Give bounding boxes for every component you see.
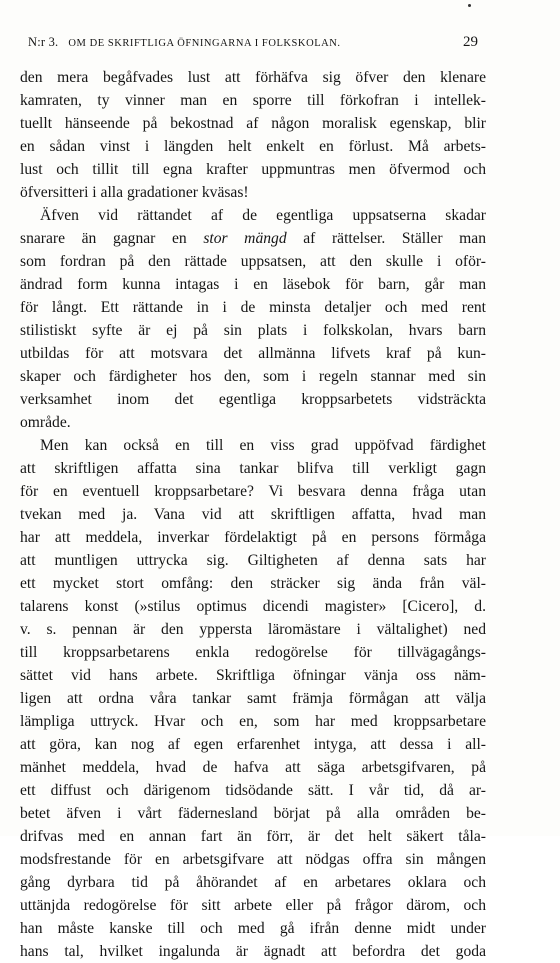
text-line: betet äfven i vårt fädernesland börjat på alla områden be- <box>20 805 486 822</box>
text-line: område. <box>20 414 71 431</box>
text-line: för långt. Ett rättande in i de minsta detaljer och med rent <box>20 299 486 316</box>
text-line: kamraten, ty vinner man en sporre till förkofran i intellek- <box>20 92 486 109</box>
text-line: tuellt hänseende på bekostnad af någon moralisk egenskap, blir <box>20 115 486 132</box>
text-line: ändrad form kunna intagas i en läsebok för barn, går man <box>20 276 486 293</box>
text-line: den mera begåfvades lust att förhäfva sig öfver den klenare <box>20 69 486 86</box>
running-head <box>28 34 478 54</box>
text-line: sättet vid hans arbete. Skriftliga öfningar vänja oss näm- <box>20 667 486 684</box>
text-line: till kroppsarbetarens enkla redogörelse för tillvägagångs- <box>20 644 486 661</box>
text-line: ett diffust och därigenom tidsödande sätt. I vår tid, då ar- <box>20 782 486 799</box>
text-line: som fordran på den rättade uppsatsen, att den skulle i oför- <box>20 253 486 270</box>
page-number: 29 <box>463 34 478 50</box>
text-line: ligen att ordna våra tankar samt främja förmågan att välja <box>20 690 486 707</box>
emphasized-phrase: stor mängd <box>203 230 287 247</box>
text-line: utbildas för att motsvara det allmänna lifvets kraf på kun- <box>20 345 486 362</box>
ink-speck <box>468 4 471 7</box>
text-line: har att meddela, inverkar fördelaktigt på en persons förmåga <box>20 529 486 546</box>
text-line <box>20 227 486 250</box>
text-line: mänhet meddela, hvad de hafva att säga arbetsgifvaren, på <box>20 759 486 776</box>
text-line: lämpliga uttryck. Hvar och en, som har med kroppsarbetare <box>20 713 486 730</box>
text-line: v. s. pennan är den yppersta läromästare i vältalighet) ned <box>20 621 486 638</box>
text-line: han måste kanske till och med gå ifrån denne midt under <box>20 920 486 937</box>
running-head-left <box>28 35 341 50</box>
text-line: drifvas med en annan fart än förr, är det helt säkert tåla- <box>20 828 486 845</box>
text-line: Äfven vid rättandet af de egentliga uppsatserna skadar <box>40 207 486 224</box>
text-line: modsfrestande för en arbetsgifvare att nödgas offra sin mången <box>20 851 486 868</box>
text-line: att skriftligen affatta sina tankar blifva till verkligt gagn <box>20 460 486 477</box>
text-line: stilistiskt syfte är ej på sin plats i folkskolan, hvars barn <box>20 322 486 339</box>
text-line: skaper och färdigheter hos den, som i regeln stannar med sin <box>20 368 486 385</box>
text-line: ett mycket stort omfång: den sträcker sig ända från väl- <box>20 575 486 592</box>
text-line: att göra, kan nog af egen erfarenhet intyga, att dessa i all- <box>20 736 486 753</box>
text-line: tvekan med ja. Vana vid att skriftligen affatta, hvad man <box>20 506 486 523</box>
text-segment: af rättelser. Ställer man <box>286 230 486 247</box>
text-line: talarens konst (»stilus optimus dicendi magister» [Cicero], d. <box>20 598 486 615</box>
text-line: Men kan också en till en viss grad uppöfvad färdighet <box>40 437 486 454</box>
text-line: öfversitteri i alla gradationer kväsas! <box>20 184 249 201</box>
chapter-title: OM DE SKRIFTLIGA ÖFNINGARNA I FOLKSKOLAN. <box>68 38 341 49</box>
text-line: uttänjda redogörelse för sitt arbete eller på frågor därom, och <box>20 897 486 914</box>
text-line: en sådan vinst i längden helt enkelt en förlust. Må arbets- <box>20 138 486 155</box>
text-line: lust och tillit till egna krafter uppmuntras men öfvermod och <box>20 161 486 178</box>
text-line: att muntligen uttrycka sig. Giltigheten af denna sats har <box>20 552 486 569</box>
text-line: hans tal, hvilket ingalunda är ägnadt att befordra det goda <box>20 943 486 960</box>
text-line: gång dyrbara tid på åhörandet af en arbetares oklara och <box>20 874 486 891</box>
text-line: verksamhet inom det egentliga kroppsarbetets vidsträckta <box>20 391 486 408</box>
body-text <box>20 66 486 963</box>
text-line: för en eventuell kroppsarbetare? Vi besvara denna fråga utan <box>20 483 486 500</box>
text-segment: snarare än gagnar en <box>20 230 204 247</box>
issue-number: N:r 3. <box>28 35 59 49</box>
